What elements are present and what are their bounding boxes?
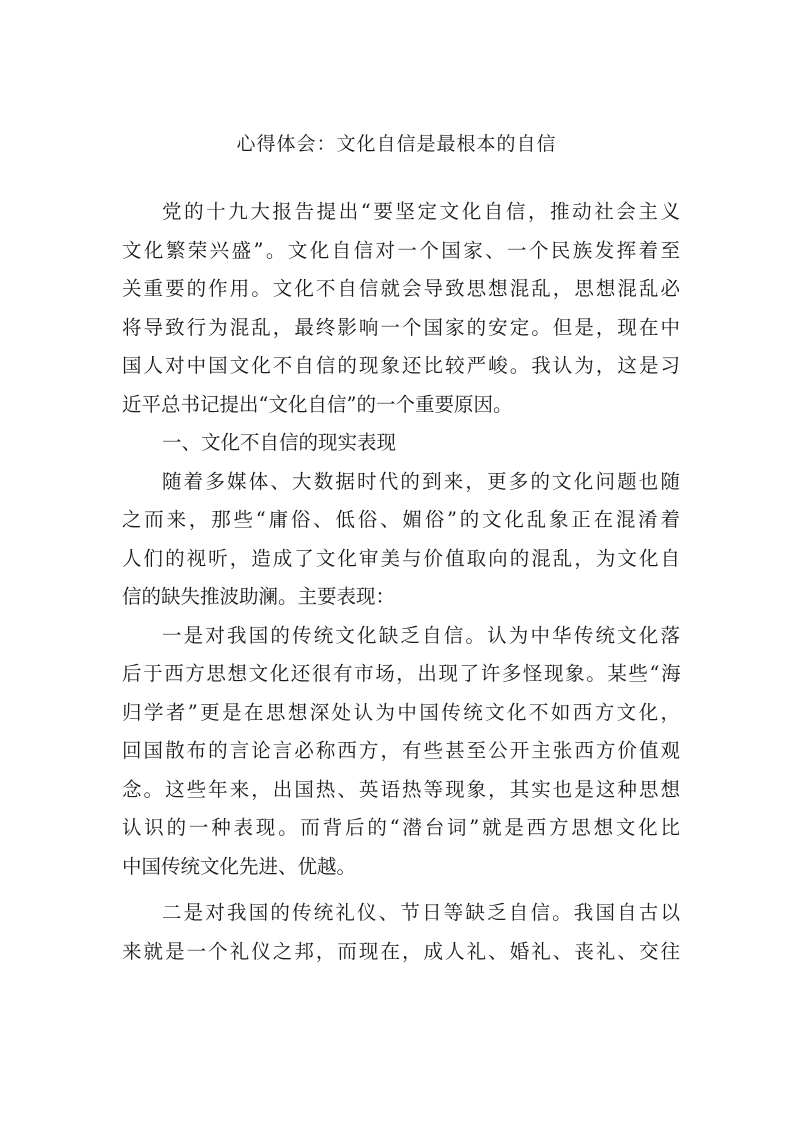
paragraph-line: 近平总书记提出“文化自信”的一个重要原因。 [122, 392, 513, 416]
paragraph-line: 认识的一种表现。而背后的“潜台词”就是西方思想文化比 [122, 816, 680, 839]
paragraph-line: 回国散布的言论言必称西方，有些甚至公开主张西方价值观 [122, 739, 680, 762]
paragraph-line: 二是对我国的传统礼仪、节日等缺乏自信。我国自古以 [162, 901, 680, 924]
paragraph-line: 之而来，那些“庸俗、低俗、媚俗”的文化乱象正在混淆着 [122, 508, 680, 531]
paragraph-line: 念。这些年来，出国热、英语热等现象，其实也是这种思想 [122, 777, 680, 801]
paragraph-line: 来就是一个礼仪之邦，而现在，成人礼、婚礼、丧礼、交往 [122, 939, 680, 963]
paragraph-line: 后于西方思想文化还很有市场，出现了许多怪现象。某些“海 [122, 662, 680, 685]
paragraph-line: 关重要的作用。文化不自信就会导致思想混乱，思想混乱必 [122, 277, 680, 300]
paragraph-line: 党的十九大报告提出“要坚定文化自信，推动社会主义 [162, 200, 680, 223]
document-title: 心得体会：文化自信是最根本的自信 [236, 133, 557, 155]
document-body [122, 193, 680, 971]
paragraph-line: 随着多媒体、大数据时代的到来，更多的文化问题也随 [162, 469, 680, 493]
paragraph-line: 一是对我国的传统文化缺乏自信。认为中华传统文化落 [162, 623, 680, 647]
paragraph-line: 中国传统文化先进、优越。 [122, 854, 357, 878]
paragraph-line: 文化繁荣兴盛”。文化自信对一个国家、一个民族发挥着至 [122, 238, 680, 262]
section-heading: 一、文化不自信的现实表现 [162, 431, 397, 454]
paragraph-line: 信的缺失推波助澜。主要表现： [122, 585, 396, 608]
paragraph-line: 人们的视听，造成了文化审美与价值取向的混乱，为文化自 [122, 546, 680, 570]
paragraph-line: 归学者”更是在思想深处认为中国传统文化不如西方文化， [122, 700, 680, 724]
paragraph-line: 将导致行为混乱，最终影响一个国家的安定。但是，现在中 [122, 315, 680, 339]
paragraph-line: 国人对中国文化不自信的现象还比较严峻。我认为，这是习 [122, 354, 680, 377]
